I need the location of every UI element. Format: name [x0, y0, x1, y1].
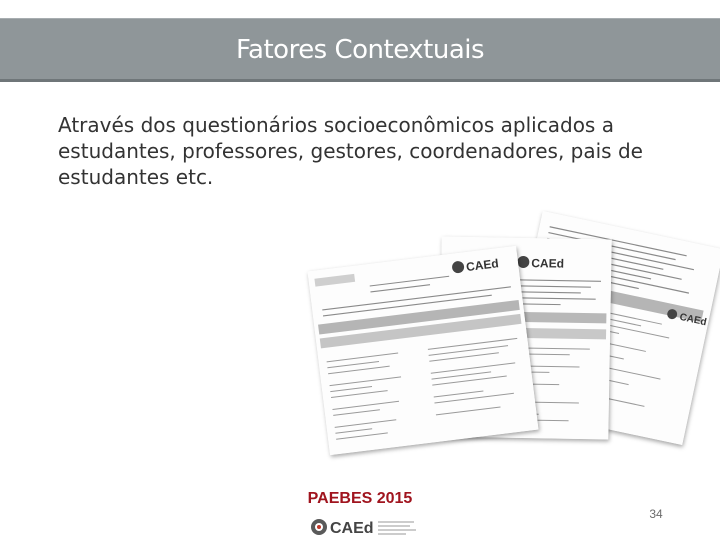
caed-logo	[310, 516, 420, 538]
footer-label: PAEBES 2015	[307, 490, 413, 507]
logo-text: CAEd	[330, 520, 374, 537]
svg-text:CAEd: CAEd	[678, 311, 708, 329]
slide-number: 34	[649, 507, 663, 521]
svg-text:CAEd: CAEd	[531, 256, 565, 271]
body-text: Através dos questionários socioeconômicos aplicados a estudantes, professores, gestores, coordenadores, pais de estudantes etc.	[58, 113, 643, 189]
questionnaire-image-front	[308, 246, 539, 455]
svg-text:CAEd: CAEd	[465, 256, 500, 275]
slide-title: Fatores Contextuais	[235, 35, 485, 65]
top-band	[0, 0, 720, 18]
